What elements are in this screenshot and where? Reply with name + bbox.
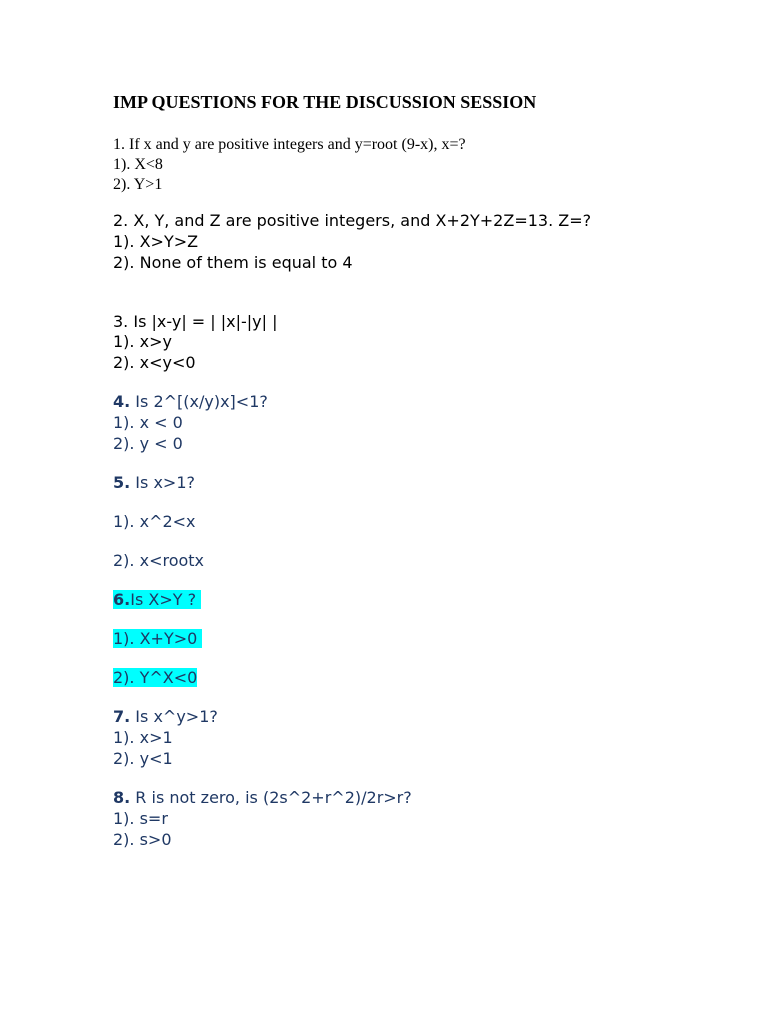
question-2-option-2: 2). None of them is equal to 4	[113, 253, 353, 272]
question-4-text: Is 2^[(x/y)x]<1?	[130, 392, 268, 411]
question-6-option-1	[113, 630, 202, 648]
question-3-option-1: 1). x>y	[113, 332, 172, 351]
question-4-number: 4.	[113, 392, 131, 411]
question-1-option-2: 2). Y>1	[113, 176, 163, 193]
question-7-option-2: 2). y<1	[113, 749, 173, 768]
question-7	[113, 708, 218, 726]
question-6-option-2	[113, 669, 197, 687]
question-7-number: 7.	[113, 707, 131, 726]
question-1-option-1: 1). X<8	[113, 156, 163, 173]
question-6-option-1-text: 1). X+Y>0	[113, 629, 203, 648]
question-2-option-1: 1). X>Y>Z	[113, 232, 199, 251]
question-8-option-1: 1). s=r	[113, 809, 168, 828]
question-5	[113, 474, 195, 492]
question-6-text: Is X>Y ?	[130, 590, 202, 609]
question-6	[113, 591, 201, 609]
question-7-option-1: 1). x>1	[113, 728, 173, 747]
question-3-option-2: 2). x<y<0	[113, 353, 196, 372]
question-2: 2. X, Y, and Z are positive integers, and X+2Y+2Z=13. Z=?	[113, 211, 592, 230]
question-8-text: R is not zero, is (2s^2+r^2)/2r>r?	[130, 788, 412, 807]
question-8-number: 8.	[113, 788, 131, 807]
question-5-number: 5.	[113, 473, 131, 492]
question-8	[113, 789, 412, 807]
question-6-option-2-text: 2). Y^X<0	[113, 668, 198, 687]
question-4	[113, 393, 268, 411]
question-3: 3. Is |x-y| = | |x|-|y| |	[113, 312, 278, 331]
question-4-option-1: 1). x < 0	[113, 413, 183, 432]
question-6-number: 6.	[113, 590, 131, 609]
question-5-option-2: 2). x<rootx	[113, 551, 205, 570]
question-8-option-2: 2). s>0	[113, 830, 172, 849]
document-title: IMP QUESTIONS FOR THE DISCUSSION SESSION	[113, 92, 537, 112]
question-4-option-2: 2). y < 0	[113, 434, 183, 453]
question-5-option-1: 1). x^2<x	[113, 512, 196, 531]
question-5-text: Is x>1?	[130, 473, 195, 492]
question-7-text: Is x^y>1?	[130, 707, 218, 726]
question-1: 1. If x and y are positive integers and y=root (9-x), x=?	[113, 136, 466, 153]
